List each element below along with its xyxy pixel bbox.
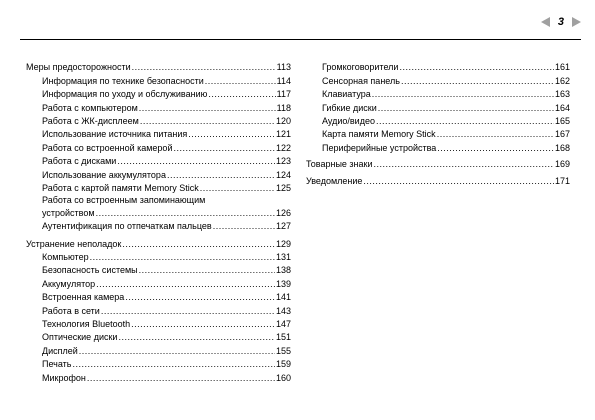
page-number: 3 xyxy=(557,16,564,28)
toc-entry[interactable] xyxy=(26,218,291,231)
toc-entry[interactable] xyxy=(26,86,291,99)
toc-entry-title: Работа в сети xyxy=(42,305,100,316)
toc-dot-leader xyxy=(131,319,275,329)
toc-column-right xyxy=(306,59,570,186)
toc-entry[interactable] xyxy=(26,302,291,315)
toc-entry-title: устройством xyxy=(42,207,95,218)
toc-dot-leader xyxy=(376,116,554,126)
toc-entry[interactable] xyxy=(26,180,291,193)
toc-entry-title: Работа со встроенной камерой xyxy=(42,142,173,153)
toc-dot-leader xyxy=(205,76,276,86)
toc-section-entry[interactable] xyxy=(306,172,570,185)
toc-entry-title: Товарные знаки xyxy=(306,159,373,170)
toc-entry-page: 163 xyxy=(554,89,570,100)
toc-entry[interactable] xyxy=(26,275,291,288)
toc-entry-page: 151 xyxy=(275,332,291,343)
triangle-right-icon[interactable] xyxy=(572,17,581,27)
toc-entry[interactable] xyxy=(306,59,570,72)
toc-entry-title: Информация по уходу и обслуживанию xyxy=(42,89,208,100)
toc-section-entry[interactable] xyxy=(26,59,291,72)
toc-entry-page: 167 xyxy=(554,129,570,140)
toc-column-left xyxy=(26,59,291,383)
toc-entry-page: 164 xyxy=(554,102,570,113)
toc-entry-page: 162 xyxy=(554,75,570,86)
toc-dot-leader xyxy=(139,265,275,275)
toc-entry-page: 120 xyxy=(275,115,291,126)
toc-entry[interactable] xyxy=(306,99,570,112)
toc-dot-leader xyxy=(96,279,275,289)
toc-entry[interactable] xyxy=(26,342,291,355)
toc-entry-page: 127 xyxy=(275,221,291,232)
header-divider xyxy=(20,39,581,40)
toc-entry-page: 113 xyxy=(276,62,291,73)
toc-entry-title: Громкоговорители xyxy=(322,62,399,73)
toc-entry-title: Микрофон xyxy=(42,372,86,383)
toc-entry[interactable] xyxy=(26,166,291,179)
toc-dot-leader xyxy=(96,208,275,218)
toc-dot-leader xyxy=(90,252,275,262)
toc-entry-title: Использование источника питания xyxy=(42,129,188,140)
toc-entry-title: Печать xyxy=(42,359,72,370)
toc-entry[interactable] xyxy=(26,329,291,342)
toc-entry-page: 168 xyxy=(554,142,570,153)
toc-entry[interactable] xyxy=(306,113,570,126)
toc-entry-title: Уведомление xyxy=(306,175,363,186)
toc-dot-leader xyxy=(125,292,275,302)
toc-entry-page: 147 xyxy=(275,319,291,330)
toc-entry[interactable] xyxy=(306,86,570,99)
toc-entry-title: Меры предосторожности xyxy=(26,62,131,73)
toc-dot-leader xyxy=(213,221,275,231)
toc-entry[interactable] xyxy=(26,289,291,302)
toc-entry-page: 118 xyxy=(276,102,291,113)
toc-dot-leader xyxy=(378,103,554,113)
toc-entry[interactable] xyxy=(306,139,570,152)
toc-entry-page: 141 xyxy=(275,292,291,303)
toc-entry[interactable] xyxy=(26,316,291,329)
toc-entry-page: 123 xyxy=(275,156,291,167)
toc-dot-leader xyxy=(437,129,554,139)
toc-dot-leader xyxy=(72,359,274,369)
toc-dot-leader xyxy=(372,89,554,99)
toc-entry-page: 169 xyxy=(554,159,570,170)
toc-entry-title: Работа с картой памяти Memory Stick xyxy=(42,182,199,193)
toc-dot-leader xyxy=(437,143,554,153)
toc-dot-leader xyxy=(374,159,554,169)
toc-entry[interactable] xyxy=(26,356,291,369)
toc-entry-title: Безопасность системы xyxy=(42,265,138,276)
toc-entry-title: Устранение неполадок xyxy=(26,238,122,249)
toc-entry-title: Технология Bluetooth xyxy=(42,319,131,330)
toc-entry-page: 138 xyxy=(275,265,291,276)
toc-dot-leader xyxy=(132,62,276,72)
toc-entry-title: Работа с дисками xyxy=(42,156,117,167)
toc-entry-title: Встроенная камера xyxy=(42,292,125,303)
toc-entry[interactable] xyxy=(26,126,291,139)
toc-dot-leader xyxy=(188,129,275,139)
toc-entry-page: 126 xyxy=(275,207,291,218)
toc-entry-line2 xyxy=(42,208,291,218)
toc-dot-leader xyxy=(399,62,554,72)
toc-dot-leader xyxy=(122,239,275,249)
toc-entry-title: Аудио/видео xyxy=(322,115,375,126)
toc-dot-leader xyxy=(79,346,275,356)
toc-entry-page: 161 xyxy=(554,62,570,73)
toc-entry[interactable] xyxy=(26,262,291,275)
toc-dot-leader xyxy=(208,89,275,99)
toc-entry-title: Клавиатура xyxy=(322,89,371,100)
toc-entry[interactable] xyxy=(26,139,291,152)
toc-dot-leader xyxy=(167,170,275,180)
toc-section-entry[interactable] xyxy=(306,156,570,169)
toc-entry-page: 159 xyxy=(275,359,291,370)
toc-entry[interactable] xyxy=(306,72,570,85)
toc-entry[interactable] xyxy=(26,113,291,126)
toc-entry-page: 139 xyxy=(275,278,291,289)
toc-entry-title-line1: Работа со встроенным запоминающим xyxy=(42,194,206,205)
toc-entry-page: 160 xyxy=(275,372,291,383)
toc-entry[interactable] xyxy=(26,249,291,262)
toc-entry-page: 117 xyxy=(276,89,291,100)
toc-entry[interactable] xyxy=(306,126,570,139)
toc-entry-page: 143 xyxy=(275,305,291,316)
toc-dot-leader xyxy=(139,103,276,113)
toc-entry-page: 165 xyxy=(554,115,570,126)
toc-entry-title: Работа с компьютером xyxy=(42,102,138,113)
toc-entry-title: Карта памяти Memory Stick xyxy=(322,129,436,140)
toc-entry[interactable] xyxy=(26,99,291,112)
toc-entry-title: Периферийные устройства xyxy=(322,142,437,153)
toc-entry-page: 131 xyxy=(275,252,291,263)
toc-entry-page: 171 xyxy=(554,175,570,186)
toc-entry-title: Компьютер xyxy=(42,252,89,263)
toc-entry-title: Информация по технике безопасности xyxy=(42,75,204,86)
toc-entry-page: 114 xyxy=(276,75,291,86)
toc-dot-leader xyxy=(200,183,275,193)
toc-entry-title: Оптические диски xyxy=(42,332,118,343)
toc-entry[interactable] xyxy=(26,193,291,218)
toc-entry-title: Дисплей xyxy=(42,345,78,356)
toc-dot-leader xyxy=(401,76,554,86)
toc-entry-title: Аутентификация по отпечаткам пальцев xyxy=(42,221,212,232)
toc-entry[interactable] xyxy=(26,72,291,85)
toc-entry-title: Использование аккумулятора xyxy=(42,169,166,180)
toc-dot-leader xyxy=(101,306,275,316)
toc-entry-page: 155 xyxy=(275,345,291,356)
toc-entry[interactable] xyxy=(26,369,291,382)
toc-entry-page: 125 xyxy=(275,182,291,193)
page-navigation xyxy=(541,14,581,30)
toc-dot-leader xyxy=(117,156,275,166)
toc-entry-title: Сенсорная панель xyxy=(322,75,400,86)
toc-entry-page: 129 xyxy=(275,238,291,249)
toc-entry-page: 124 xyxy=(275,169,291,180)
toc-entry-page: 121 xyxy=(275,129,291,140)
toc-dot-leader xyxy=(140,116,275,126)
triangle-left-icon[interactable] xyxy=(541,17,550,27)
toc-dot-leader xyxy=(363,176,554,186)
toc-dot-leader xyxy=(173,143,274,153)
toc-entry-title: Работа с ЖК-дисплеем xyxy=(42,115,139,126)
toc-entry-title: Аккумулятор xyxy=(42,278,96,289)
toc-dot-leader xyxy=(118,332,275,342)
toc-entry[interactable] xyxy=(26,153,291,166)
toc-section-entry[interactable] xyxy=(26,235,291,248)
toc-entry-title: Гибкие диски xyxy=(322,102,377,113)
toc-dot-leader xyxy=(87,373,275,383)
toc-entry-page: 122 xyxy=(275,142,291,153)
